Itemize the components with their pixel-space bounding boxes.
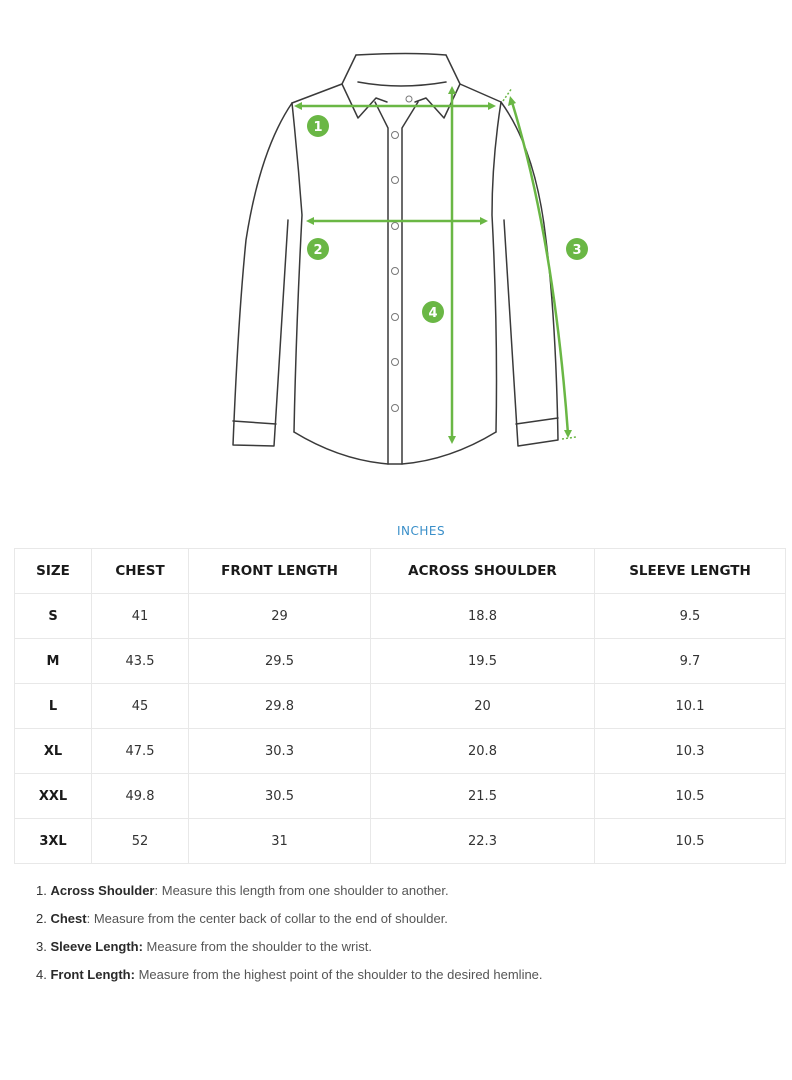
note-number: 4. bbox=[36, 967, 47, 982]
table-row bbox=[15, 774, 786, 819]
note-number: 3. bbox=[36, 939, 47, 954]
measurement-notes bbox=[36, 882, 543, 994]
svg-text:3: 3 bbox=[572, 243, 582, 258]
chest-cell: 43.5 bbox=[92, 639, 189, 684]
size-cell: L bbox=[15, 684, 92, 729]
note-text: Measure from the shoulder to the wrist. bbox=[142, 939, 372, 954]
note-item bbox=[36, 882, 543, 910]
size-cell: 3XL bbox=[15, 819, 92, 864]
svg-text:2: 2 bbox=[313, 243, 323, 258]
svg-text:1: 1 bbox=[313, 120, 323, 135]
front-length-cell: 30.5 bbox=[189, 774, 371, 819]
note-term: Sleeve Length: bbox=[50, 939, 143, 954]
marker-1-icon bbox=[307, 115, 329, 137]
across-shoulder-cell: 21.5 bbox=[371, 774, 595, 819]
unit-label: INCHES bbox=[396, 524, 446, 538]
note-term: Across Shoulder bbox=[50, 883, 155, 898]
chest-cell: 52 bbox=[92, 819, 189, 864]
note-term: Chest bbox=[50, 911, 87, 926]
marker-2-icon bbox=[307, 238, 329, 260]
header-front-length: FRONT LENGTH bbox=[189, 549, 371, 594]
header-across-shoulder: ACROSS SHOULDER bbox=[371, 549, 595, 594]
front-length-cell: 29.5 bbox=[189, 639, 371, 684]
across-shoulder-cell: 19.5 bbox=[371, 639, 595, 684]
header-sleeve-length: SLEEVE LENGTH bbox=[595, 549, 786, 594]
table-row bbox=[15, 729, 786, 774]
note-item bbox=[36, 966, 543, 994]
size-cell: M bbox=[15, 639, 92, 684]
sleeve-length-cell: 10.5 bbox=[595, 819, 786, 864]
across-shoulder-cell: 20.8 bbox=[371, 729, 595, 774]
size-cell: XL bbox=[15, 729, 92, 774]
chest-cell: 49.8 bbox=[92, 774, 189, 819]
across-shoulder-cell: 18.8 bbox=[371, 594, 595, 639]
marker-4-icon bbox=[422, 301, 444, 323]
note-item bbox=[36, 910, 543, 938]
note-number: 2. bbox=[36, 911, 47, 926]
marker-3-icon bbox=[566, 238, 588, 260]
size-cell: XXL bbox=[15, 774, 92, 819]
table-header-row bbox=[15, 549, 786, 594]
size-chart-table bbox=[14, 548, 786, 864]
note-separator: : bbox=[86, 911, 91, 926]
sleeve-length-cell: 10.5 bbox=[595, 774, 786, 819]
front-length-cell: 31 bbox=[189, 819, 371, 864]
sleeve-length-cell: 9.7 bbox=[595, 639, 786, 684]
front-length-cell: 30.3 bbox=[189, 729, 371, 774]
sleeve-length-cell: 10.1 bbox=[595, 684, 786, 729]
sleeve-length-cell: 9.5 bbox=[595, 594, 786, 639]
size-cell: S bbox=[15, 594, 92, 639]
note-text: Measure from the center back of collar to the end of shoulder. bbox=[90, 911, 448, 926]
table-row bbox=[15, 594, 786, 639]
front-length-cell: 29.8 bbox=[189, 684, 371, 729]
table-row bbox=[15, 819, 786, 864]
note-text: Measure this length from one shoulder to another. bbox=[158, 883, 449, 898]
table-row bbox=[15, 639, 786, 684]
sleeve-length-cell: 10.3 bbox=[595, 729, 786, 774]
shirt-measurement-diagram bbox=[220, 40, 600, 480]
chest-cell: 47.5 bbox=[92, 729, 189, 774]
table-row bbox=[15, 684, 786, 729]
note-text: Measure from the highest point of the shoulder to the desired hemline. bbox=[134, 967, 543, 982]
note-number: 1. bbox=[36, 883, 47, 898]
across-shoulder-cell: 20 bbox=[371, 684, 595, 729]
svg-text:4: 4 bbox=[428, 306, 438, 321]
note-term: Front Length: bbox=[50, 967, 135, 982]
front-length-cell: 29 bbox=[189, 594, 371, 639]
across-shoulder-cell: 22.3 bbox=[371, 819, 595, 864]
chest-cell: 45 bbox=[92, 684, 189, 729]
header-chest: CHEST bbox=[92, 549, 189, 594]
chest-cell: 41 bbox=[92, 594, 189, 639]
note-item bbox=[36, 938, 543, 966]
note-separator: : bbox=[154, 883, 159, 898]
header-size: SIZE bbox=[15, 549, 92, 594]
